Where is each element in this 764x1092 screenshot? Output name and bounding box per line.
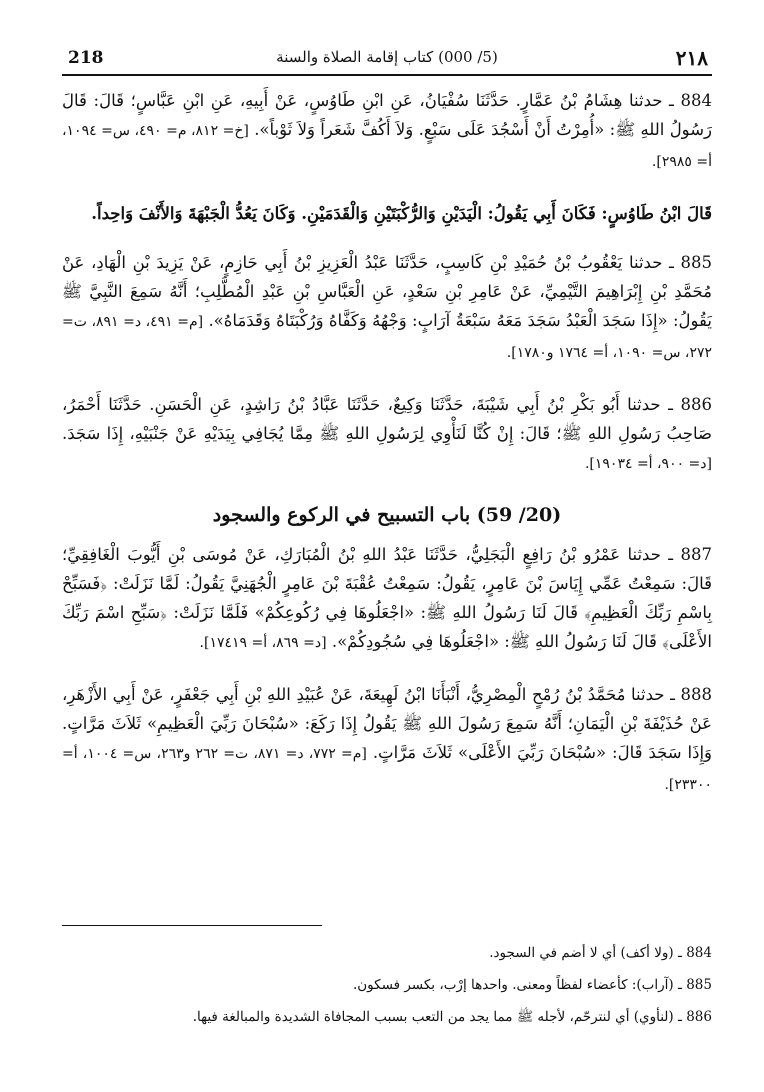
hadith-number: 888 [680,685,712,704]
hadith-number: 885 [680,253,713,272]
footnote-text: ـ (ولا أكف) أي لا أضم في السجود. [489,945,682,961]
footnote-text: ـ (آراب): كأعضاء لفظاً ومعنى. واحدها إرْب، بكسر فسكون. [352,977,682,993]
header-rule [62,74,712,76]
hadith-reference: [م= ٧٧٢، د= ٨٧١، ت= ٢٦٢ و٢٦٣، س= ١٠٠٤، أ= ٢٣٣٠٠]. [62,746,712,793]
hadith-number: 886 [680,395,712,414]
hadith-number: 884 [680,91,712,110]
hadith-887 [62,540,712,658]
page-body [62,86,712,822]
footnote-886 [62,1004,712,1030]
page-number-latin: 218 [68,48,104,68]
hadith-reference: [د= ٨٦٩، أ= ١٧٤١٩]. [199,635,327,651]
footnote-rule [62,925,322,926]
hadith-text: ـ حدثنا مُحَمَّدُ بْنُ رُمْحٍ الْمِصْرِيُّ، أَنْبَأَنَا ابْنُ لَهِيعَةَ، عَنْ عُبَيْدِ اللهِ بْنِ أَبِي جَعْفَرٍ، عَنْ أَبِي الأَزْهَرِ، عَنْ حُذَيْفَةَ بْنِ الْيَمَانِ؛ أَنَّهُ سَمِعَ رَسُولَ اللهِ ﷺ يَقُولُ إِذَا رَكَعَ: «سُبْحَانَ رَبِّيَ الْعَظِيمِ» ثَلاَثَ مَرَّاتٍ. وَإِذَا سَجَدَ قَالَ: «سُبْحَانَ رَبِّيَ الأَعْلَى» ثَلاَثَ مَرَّاتٍ. [62,685,713,762]
hadith-reference: [خ= ٨١٢، م= ٤٩٠، س= ١٠٩٤، أ= ٢٩٨٥]. [62,123,712,170]
hadith-884 [62,86,712,177]
page-number-arabic: ٢١٨ [675,46,708,70]
running-title: (5/ 000) كتاب إقامة الصلاة والسنة [276,48,498,66]
footnote-884 [62,940,712,966]
hadith-text: ـ حدثنا هِشَامُ بْنُ عَمَّارٍ. حَدَّثَنَا سُفْيَانُ، عَنِ ابْنِ طَاوُسٍ، عَنْ أَبِيهِ، عَنِ ابْنِ عَبَّاسٍ؛ قَالَ: قَالَ رَسُولُ اللهِ ﷺ: «أُمِرْتُ أَنْ أَسْجُدَ عَلَى سَبْعٍ. وَلاَ أَكُفَّ شَعَراً وَلاَ ثَوْباً». [62,91,713,139]
footnote-text: ـ (لنأوي) أي لنترحّم، لأجله ﷺ مما يجد من التعب بسبب المجافاة الشديدة والمبالغة فيها. [192,1009,682,1025]
footnote-885 [62,972,712,998]
page-header [62,44,712,72]
footnote-number: 886 [686,1009,712,1025]
hadith-885 [62,248,712,368]
hadith-text: ـ حدثنا يَعْقُوبُ بْنُ حُمَيْدِ بْنِ كَاسِبٍ، حَدَّثَنَا عَبْدُ الْعَزِيزِ بْنُ أَبِي حَازِمٍ، عَنْ يَزِيدَ بْنِ الْهَادِ، عَنْ مُحَمَّدِ بْنِ إِبْرَاهِيمَ التَّيْمِيِّ، عَنْ عَامِرِ بْنِ سَعْدٍ، عَنِ الْعَبَّاسِ بْنِ عَبْدِ الْمُطَّلِبِ؛ أَنَّهُ سَمِعَ النَّبِيَّ ﷺ يَقُولُ: «إِذَا سَجَدَ الْعَبْدُ سَجَدَ مَعَهُ سَبْعَةُ آرَابٍ: وَجْهُهُ وَكَفَّاهُ وَرُكْبَتَاهُ وَقَدَمَاهُ». [62,253,712,330]
footnote-number: 885 [686,977,712,993]
hadith-number: 887 [680,545,712,564]
footnote-number: 884 [686,945,712,961]
ibn-tawus-comment: قَالَ ابْنُ طَاوُسٍ: فَكَانَ أَبِي يَقُولُ: الْيَدَيْنِ وَالرُّكْبَتَيْنِ وَالْقَدَمَيْنِ. وَكَانَ يَعُدُّ الْجَبْهَةَ وَالأَنْفَ وَاحِداً. [91,204,712,223]
hadith-text: ـ حدثنا أَبُو بَكْرِ بْنُ أَبِي شَيْبَةَ، حَدَّثَنَا وَكِيعٌ، حَدَّثَنَا عَبَّادُ بْنُ رَاشِدٍ، عَنِ الْحَسَنِ. حَدَّثَنَا أَحْمَرُ، صَاحِبُ رَسُولِ اللهِ ﷺ؛ قَالَ: إِنْ كُنَّا لَنَأْوِي لِرَسُولِ اللهِ ﷺ مِمَّا يُجَافِي بِيَدَيْهِ عَنْ جَنْبَيْهِ، إِذَا سَجَدَ. [62,395,712,443]
hadith-reference: [م= ٤٩١، د= ٨٩١، ت= ٢٧٢، س= ١٠٩٠، أ= ١٧٦٤ و١٧٨٠]. [62,314,712,361]
chapter-title: (20/ 59) باب التسبيح في الركوع والسجود [212,504,562,526]
hadith-886 [62,390,712,479]
footnotes [62,925,712,1036]
hadith-reference: [د= ٩٠٠، أ= ١٩٠٣٤]. [584,456,712,472]
hadith-text: ـ حدثنا عَمْرُو بْنُ رَافِعٍ الْبَجَلِيُّ، حَدَّثَنَا عَبْدُ اللهِ بْنُ الْمُبَارَكِ، عَنْ مُوسَى بْنِ أَيُّوبَ الْغَافِقِيِّ؛ قَالَ: سَمِعْتُ عَمِّي إِيَاسَ بْنَ عَامِرٍ، يَقُولُ: سَمِعْتُ عُقْبَةَ بْنَ عَامِرٍ الْجُهَنِيَّ يَقُولُ: لَمَّا نَزَلَتْ: ﴿فَسَبِّحْ بِاسْمِ رَبِّكَ الْعَظِيمِ﴾ قَالَ لَنَا رَسُولُ اللهِ ﷺ: «اجْعَلُوهَا فِي رُكُوعِكُمْ» فَلَمَّا نَزَلَتْ: ﴿سَبِّحِ اسْمَ رَبِّكَ الأَعْلَى﴾ قَالَ لَنَا رَسُولُ اللهِ ﷺ: «اجْعَلُوهَا فِي سُجُودِكُمْ». [62,545,712,651]
hadith-888 [62,680,712,800]
